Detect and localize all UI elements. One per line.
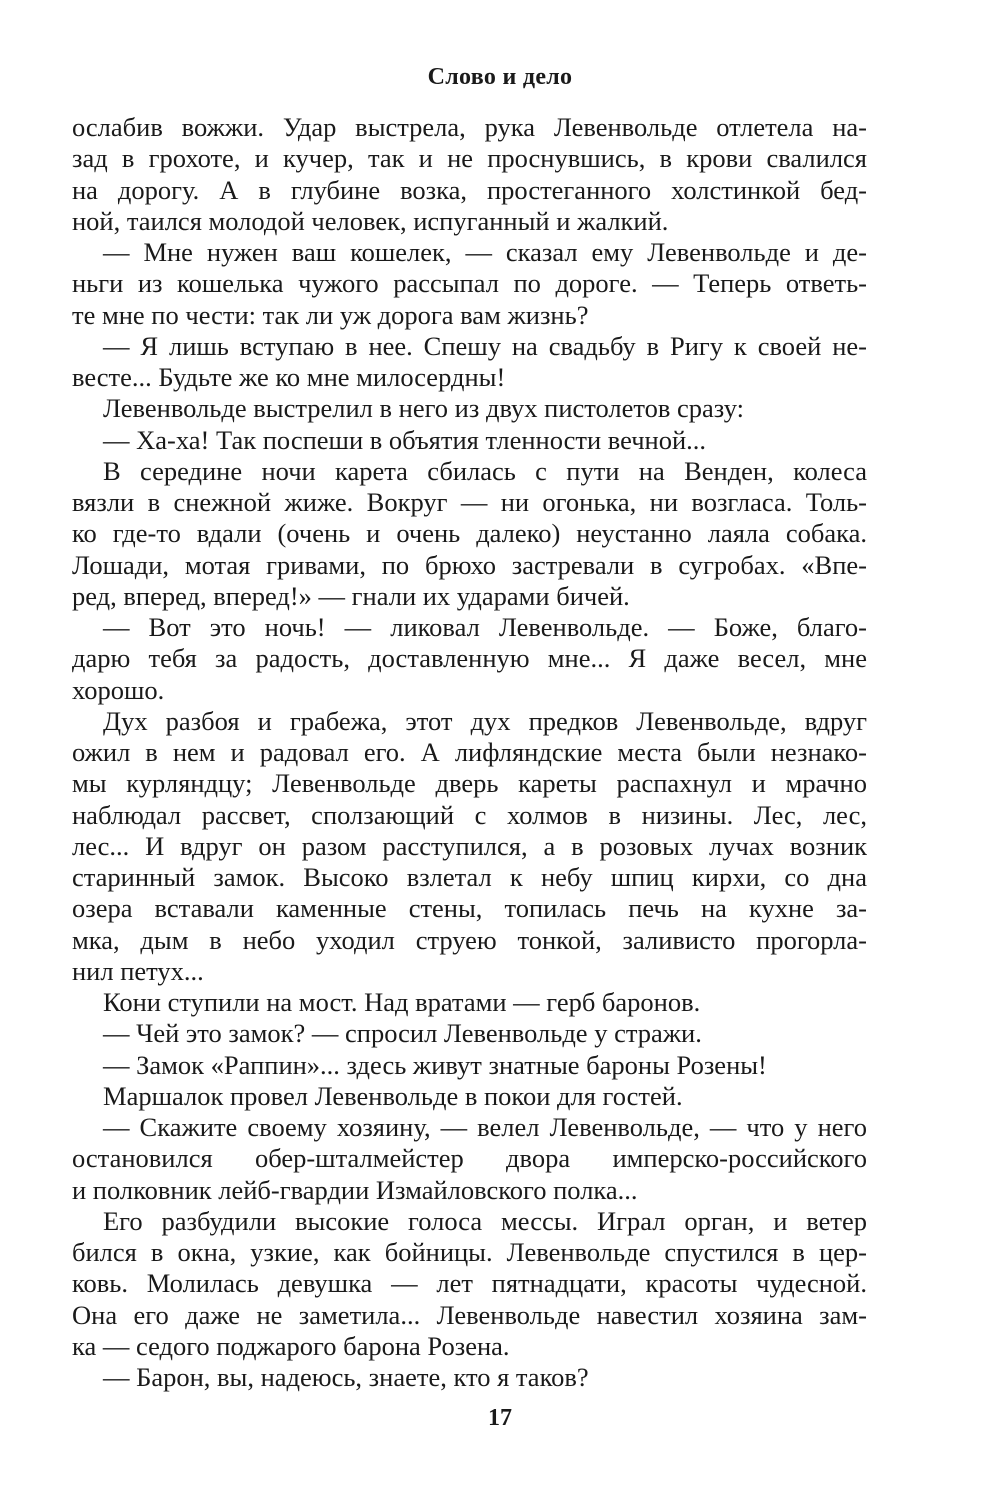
text-line: Его разбудили высокие голоса мессы. Играл орган, и ветер [103, 1205, 867, 1236]
text-line: — Скажите своему хозяину, — велел Левенвольде, — что у него [103, 1112, 867, 1142]
text-line: ослабив вожжи. Удар выстрела, рука Левенвольде отлетела на- [72, 112, 867, 142]
text-line: те мне по чести: так ли уж дорога вам жизнь? [72, 299, 589, 330]
text-line: — Ха-ха! Так поспеши в объятия тленности вечной... [103, 424, 707, 455]
text-line: ной, таился молодой человек, испуганный и жалкий. [72, 205, 669, 236]
text-line: на дорогу. А в глубине возка, простеганного холстинкой бед- [72, 174, 867, 205]
text-line: Дух разбоя и грабежа, этот дух предков Левенвольде, вдруг [103, 705, 867, 736]
text-line: лес... И вдруг он разом расступился, а в розовых лучах возник [72, 830, 867, 861]
text-line: Маршалок провел Левенвольде в покои для гостей. [103, 1080, 683, 1111]
text-line: хорошо. [72, 674, 165, 705]
running-head: Слово и дело [427, 64, 573, 90]
text-line: весте... Будьте же ко мне милосердны! [72, 362, 506, 392]
text-line: наблюдал рассвет, сползающий с холмов в низины. Лес, лес, [72, 799, 867, 830]
text-line: мка, дым в небо уходил струею тонкой, заливисто прогорла- [72, 924, 867, 955]
text-line: Лошади, мотая гривами, по брюхо застревали в сугробах. «Впе- [72, 549, 867, 580]
text-line: Она его даже не заметила... Левенвольде навестил хозяина зам- [72, 1299, 867, 1330]
text-line: остановился обер-шталмейстер двора имперско-российского [72, 1143, 867, 1174]
text-line: ковь. Молилась девушка — лет пятнадцати, красоты чудесной. [72, 1268, 867, 1299]
text-line: вязли в снежной жиже. Вокруг — ни огонька, ни возгласа. Толь- [72, 487, 867, 517]
text-line: — Барон, вы, надеюсь, знаете, кто я таков? [103, 1362, 589, 1392]
text-line: ньги из кошелька чужого рассыпал по дороге. — Теперь ответь- [72, 268, 867, 299]
text-line: — Мне нужен ваш кошелек, — сказал ему Левенвольде и де- [103, 237, 867, 267]
text-line: — Я лишь вступаю в нее. Спешу на свадьбу в Ригу к своей не- [103, 330, 867, 361]
text-line: нил петух... [72, 955, 204, 986]
text-line: и полковник лейб-гвардии Измайловского полка... [72, 1174, 638, 1205]
text-line: зад в грохоте, и кучер, так и не проснувшись, в крови свалился [72, 143, 867, 174]
text-line: ко где-то вдали (очень и очень далеко) неустанно лаяла собака. [72, 518, 867, 549]
text-line: В середине ночи карета сбилась с пути на Венден, колеса [103, 455, 867, 486]
text-line: мы курляндцу; Левенвольде дверь кареты распахнул и мрачно [72, 768, 867, 799]
text-line: старинный замок. Высоко взлетал к небу шпиц кирхи, со дна [72, 862, 867, 892]
text-line: ожил в нем и радовал его. А лифляндские места были незнако- [72, 737, 867, 767]
text-line: ка — седого поджарого барона Розена. [72, 1330, 510, 1361]
text-line: — Чей это замок? — спросил Левенвольде у стражи. [103, 1018, 702, 1049]
text-line: Кони ступили на мост. Над вратами — герб баронов. [103, 987, 701, 1017]
text-line: дарю тебя за радость, доставленную мне... Я даже весел, мне [72, 643, 867, 674]
text-line: озера вставали каменные стены, топилась печь на кухне за- [72, 893, 867, 924]
text-line: — Замок «Раппин»... здесь живут знатные бароны Розены! [103, 1049, 767, 1080]
page-number: 17 [488, 1405, 512, 1431]
text-line: — Вот это ночь! — ликовал Левенвольде. — Боже, благо- [103, 612, 867, 642]
text-line: ред, вперед, вперед!» — гнали их ударами бичей. [72, 580, 630, 611]
body-text [72, 112, 867, 1392]
text-line: Левенвольде выстрелил в него из двух пистолетов сразу: [103, 393, 744, 424]
text-line: бился в окна, узкие, как бойницы. Левенвольде спустился в цер- [72, 1237, 867, 1267]
